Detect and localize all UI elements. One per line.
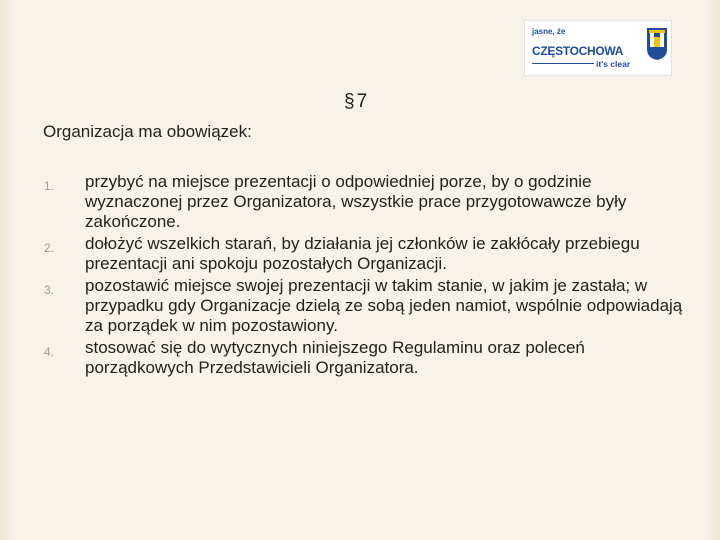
list-item-text: pozostawić miejsce swojej prezentacji w takim stanie, w jakim je zastała; w przypadku gdy Organizacje dzielą ze sobą jeden namiot, wspólnie odpowiadają za porządek w nim pozostawiony.: [85, 276, 683, 335]
czestochowa-logo: [524, 20, 672, 76]
obligations-list: [44, 172, 684, 380]
list-item: [44, 338, 684, 378]
list-item-number: 2.: [44, 241, 55, 255]
list-item-number: 4.: [44, 345, 55, 359]
logo-tagline: it's clear: [596, 59, 631, 69]
city-crest-icon: [646, 27, 668, 61]
list-item: [44, 172, 684, 232]
logo-rule: [532, 63, 594, 64]
frame-right: [704, 0, 720, 540]
logo-city: CZĘSTOCHOWA: [532, 44, 624, 58]
list-item: [44, 234, 684, 274]
list-item-text: stosować się do wytycznych niniejszego Regulaminu oraz poleceń porządkowych Przedstawicieli Organizatora.: [85, 338, 585, 377]
list-item-text: przybyć na miejsce prezentacji o odpowiedniej porze, by o godzinie wyznaczonej przez Organizatora, wszystkie prace przygotowawcze były zakończone.: [85, 172, 627, 231]
list-item-text: dołożyć wszelkich starań, by działania jej członków ie zakłócały przebiegu prezentacji ani spokoju pozostałych Organizacji.: [85, 234, 640, 273]
intro-text: Organizacja ma obowiązek:: [43, 122, 252, 141]
list-item: [44, 276, 684, 336]
list-item-number: 3.: [44, 283, 55, 297]
list-item-number: 1.: [44, 179, 55, 193]
frame-left: [0, 0, 16, 540]
logo-line1: jasne, że: [532, 27, 566, 36]
section-mark: §7: [344, 91, 370, 112]
